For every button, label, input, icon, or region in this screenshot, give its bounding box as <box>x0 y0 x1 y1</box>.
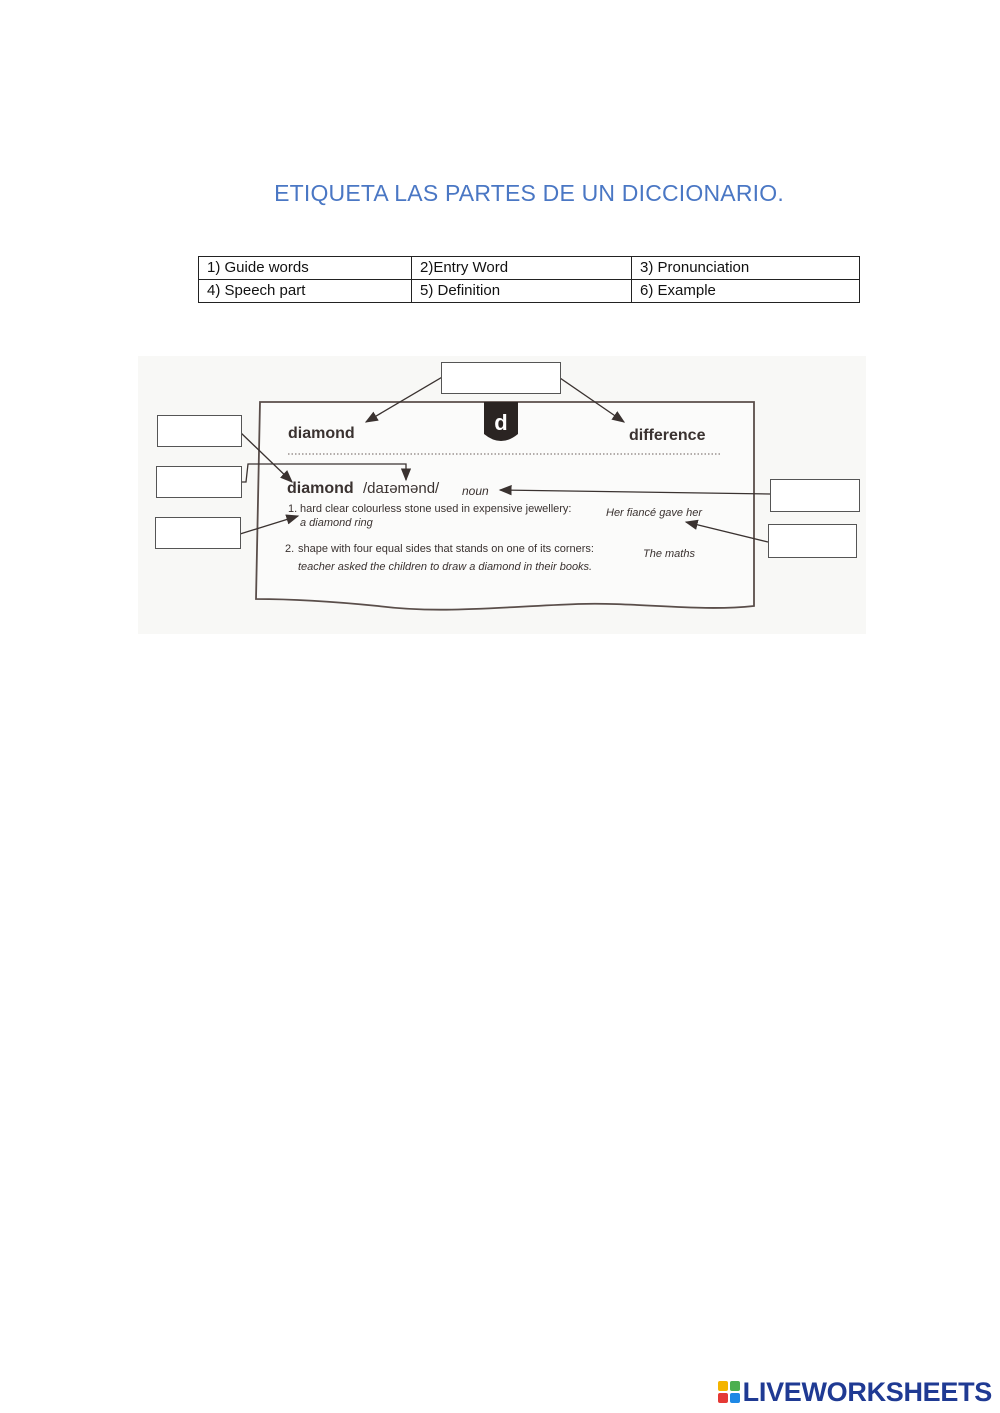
answer-box-top[interactable] <box>441 362 561 394</box>
logo-square <box>730 1381 740 1391</box>
logo-text: LIVEWORKSHEETS <box>742 1376 992 1407</box>
answer-box-left-2[interactable] <box>156 466 242 498</box>
answer-box-right-1[interactable] <box>770 479 860 512</box>
word-bank-row <box>199 280 860 303</box>
dictionary-figure <box>138 356 866 634</box>
part-of-speech-text: noun <box>462 484 489 498</box>
liveworksheets-logo <box>718 1377 992 1407</box>
word-bank-row <box>199 257 860 280</box>
definition-2-text: shape with four equal sides that stands on one of its corners: <box>298 543 594 555</box>
dictionary-illustration <box>138 356 866 634</box>
logo-icon <box>718 1381 740 1403</box>
word-bank-cell: 2)Entry Word <box>412 257 632 280</box>
definition-1-example-cont: a diamond ring <box>300 517 373 529</box>
definition-1-text: hard clear colourless stone used in expensive jewellery: <box>300 503 572 515</box>
logo-square <box>730 1393 740 1403</box>
definition-1-number: 1. <box>288 503 298 515</box>
word-bank-table <box>198 256 860 303</box>
logo-square <box>718 1381 728 1391</box>
answer-box-left-3[interactable] <box>155 517 241 549</box>
word-bank-cell: 6) Example <box>632 280 860 303</box>
guide-word-right: difference <box>629 427 706 444</box>
definition-1-example: Her fiancé gave her <box>606 507 702 519</box>
word-bank-cell: 1) Guide words <box>199 257 412 280</box>
word-bank-cell: 4) Speech part <box>199 280 412 303</box>
definition-2-example: The maths <box>643 548 695 560</box>
answer-box-right-2[interactable] <box>768 524 857 558</box>
entry-word: diamond <box>287 480 354 497</box>
definition-2-example-cont: teacher asked the children to draw a diamond in their books. <box>298 561 593 573</box>
pronunciation-text: /daɪəmənd/ <box>363 480 440 497</box>
guide-word-left: diamond <box>288 425 355 442</box>
definition-2-number: 2. <box>285 543 295 555</box>
answer-box-left-1[interactable] <box>157 415 242 447</box>
tab-letter: d <box>494 410 508 435</box>
worksheet-title: ETIQUETA LAS PARTES DE UN DICCIONARIO. <box>274 180 784 206</box>
word-bank-cell: 5) Definition <box>412 280 632 303</box>
logo-square <box>718 1393 728 1403</box>
word-bank-cell: 3) Pronunciation <box>632 257 860 280</box>
